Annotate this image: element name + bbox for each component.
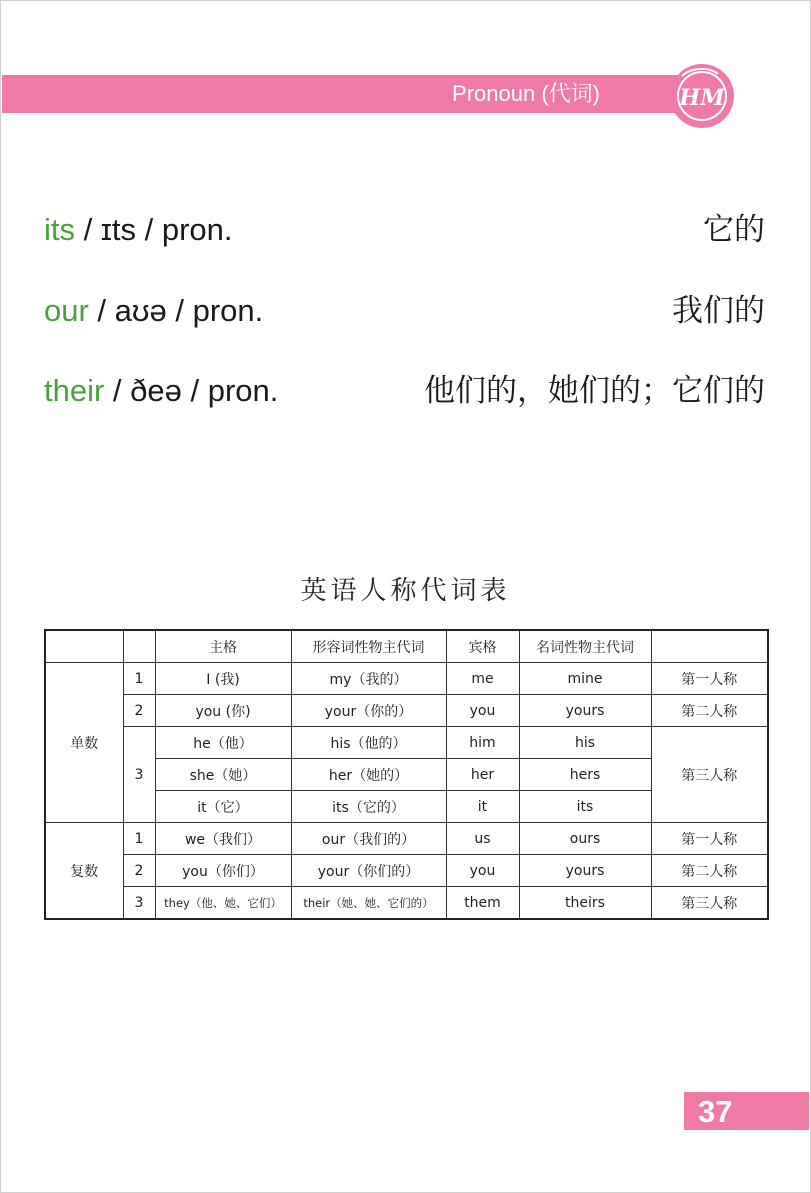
table-row (45, 695, 768, 727)
subject-cell: we（我们） (155, 823, 291, 855)
possessive-cell: its (519, 791, 651, 823)
row-number: 3 (123, 727, 155, 823)
adjective-cell: their（她、她、它们的） (291, 887, 446, 920)
possessive-cell: hers (519, 759, 651, 791)
possessive-cell: yours (519, 855, 651, 887)
header-cell: 形容词性物主代词 (291, 630, 446, 663)
possessive-cell: theirs (519, 887, 651, 920)
vocab-entry-its (44, 208, 765, 252)
adjective-cell: our（我们的） (291, 823, 446, 855)
table-row (45, 727, 768, 759)
possessive-cell: yours (519, 695, 651, 727)
adjective-cell: its（它的） (291, 791, 446, 823)
header-cell: 名词性物主代词 (519, 630, 651, 663)
subject-cell: she（她） (155, 759, 291, 791)
adjective-cell: her（她的） (291, 759, 446, 791)
page-number-tab (684, 1092, 809, 1130)
object-cell: it (446, 791, 519, 823)
object-cell: us (446, 823, 519, 855)
person-cell: 第三人称 (651, 887, 768, 920)
logo-text: HM (679, 85, 725, 111)
adjective-cell: your（你的） (291, 695, 446, 727)
subject-cell: you (你) (155, 695, 291, 727)
possessive-cell: his (519, 727, 651, 759)
vocab-entry-our (44, 289, 765, 333)
object-cell: them (446, 887, 519, 920)
adjective-cell: his（他的） (291, 727, 446, 759)
object-cell: me (446, 663, 519, 695)
page-number: 37 (698, 1094, 733, 1129)
entry-phonetic: / ɪts / pron. (75, 212, 233, 247)
row-number: 1 (123, 823, 155, 855)
group-label-singular: 单数 (45, 663, 123, 823)
person-cell: 第三人称 (651, 727, 768, 823)
object-cell: you (446, 855, 519, 887)
row-number: 3 (123, 887, 155, 920)
header-cell (123, 630, 155, 663)
table-title: 英语人称代词表 (300, 576, 511, 606)
possessive-cell: mine (519, 663, 651, 695)
subject-cell: you（你们） (155, 855, 291, 887)
person-cell: 第二人称 (651, 695, 768, 727)
header-cell: 主格 (155, 630, 291, 663)
hm-logo-icon (668, 62, 736, 130)
table-header-row (45, 630, 768, 663)
entry-phonetic: / aʊə / pron. (88, 293, 264, 328)
header-title: Pronoun (代词) (452, 81, 600, 106)
table-row (45, 887, 768, 920)
table-row (45, 855, 768, 887)
object-cell: him (446, 727, 519, 759)
person-cell: 第一人称 (651, 663, 768, 695)
adjective-cell: your（你们的） (291, 855, 446, 887)
person-cell: 第二人称 (651, 855, 768, 887)
row-number: 2 (123, 855, 155, 887)
table-row (45, 823, 768, 855)
adjective-cell: my（我的） (291, 663, 446, 695)
header-bar (2, 75, 710, 113)
header-cell: 宾格 (446, 630, 519, 663)
pronoun-table (44, 629, 769, 920)
header-cell (651, 630, 768, 663)
entry-word: its (44, 212, 75, 247)
subject-cell: it（它） (155, 791, 291, 823)
object-cell: you (446, 695, 519, 727)
group-label-plural: 复数 (45, 823, 123, 920)
object-cell: her (446, 759, 519, 791)
person-cell: 第一人称 (651, 823, 768, 855)
subject-cell: he（他） (155, 727, 291, 759)
entry-meaning: 他们的，她们的；它们的 (424, 373, 765, 409)
table-row (45, 663, 768, 695)
entry-meaning: 我们的 (672, 293, 765, 329)
subject-cell: I (我) (155, 663, 291, 695)
subject-cell: they（他、她、它们） (155, 887, 291, 920)
entry-word: their (44, 373, 105, 408)
entry-meaning: 它的 (703, 212, 765, 248)
row-number: 2 (123, 695, 155, 727)
entry-word: our (44, 293, 89, 328)
possessive-cell: ours (519, 823, 651, 855)
header-cell (45, 630, 123, 663)
entry-phonetic: / ðeə / pron. (104, 373, 279, 408)
vocab-entry-their (44, 369, 765, 413)
row-number: 1 (123, 663, 155, 695)
